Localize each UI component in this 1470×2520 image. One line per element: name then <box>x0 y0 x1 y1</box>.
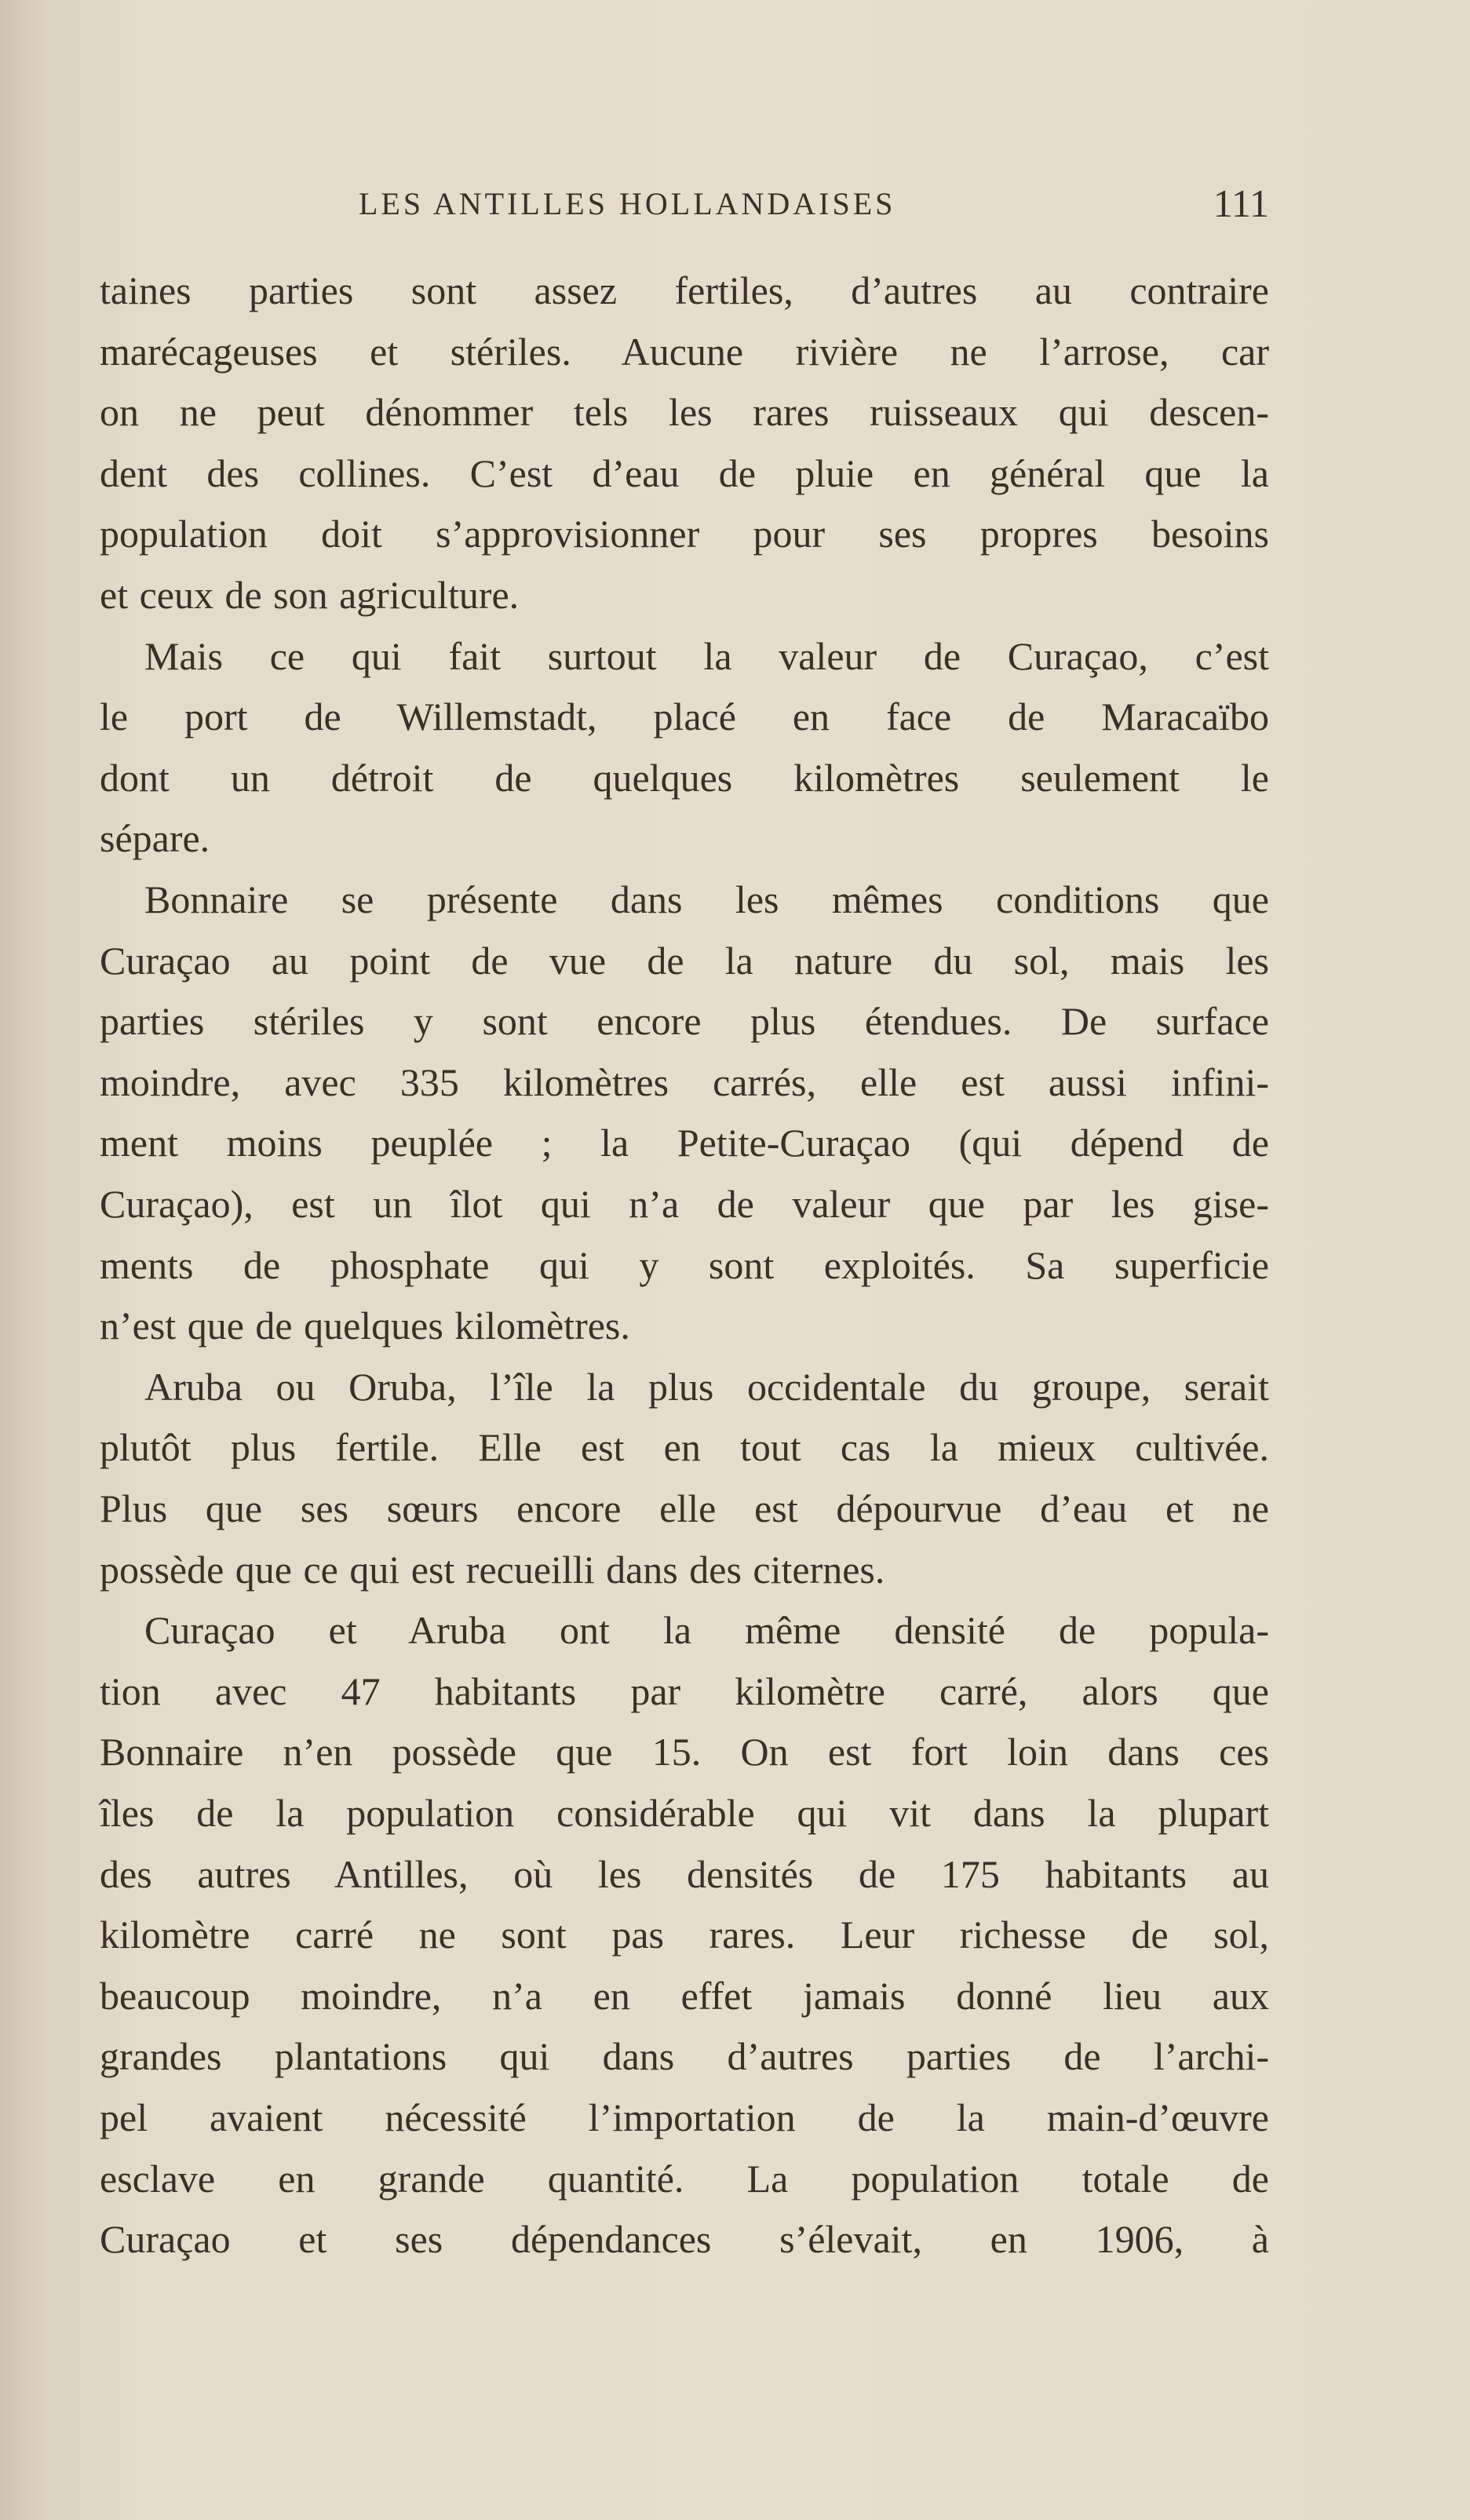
text-line: îles de la population considérable qui vit dans la plupart <box>100 1791 1269 1835</box>
text-line: Curaçao et ses dépendances s’élevait, en 1906, à <box>100 2217 1269 2262</box>
text-line: Mais ce qui fait surtout la valeur de Curaçao, c’est <box>144 633 1269 678</box>
text-line: plutôt plus fertile. Elle est en tout cas la mieux cultivée. <box>100 1425 1269 1470</box>
text-line: beaucoup moindre, n’a en effet jamais donné lieu aux <box>100 1973 1269 2018</box>
text-line: pel avaient nécessité l’importation de la main-d’œuvre <box>100 2095 1269 2139</box>
text-line: ments de phosphate qui y sont exploités. Sa superficie <box>100 1242 1269 1287</box>
text-line: Curaçao), est un îlot qui n’a de valeur que par les gise- <box>100 1182 1269 1226</box>
text-line: n’est que de quelques kilomètres. <box>100 1304 630 1348</box>
text-line: moindre, avec 335 kilomètres carrés, elle est aussi infini- <box>100 1059 1269 1104</box>
text-line: Curaçao au point de vue de la nature du sol, mais les <box>100 938 1269 983</box>
text-line: taines parties sont assez fertiles, d’autres au contraire <box>100 268 1269 312</box>
text-line: possède que ce qui est recueilli dans des citernes. <box>100 1547 885 1592</box>
text-line: parties stériles y sont encore plus étendues. De surface <box>100 999 1269 1044</box>
text-line: ment moins peuplée ; la Petite-Curaçao (qui dépend de <box>100 1121 1269 1165</box>
text-line: Aruba ou Oruba, l’île la plus occidentale du groupe, serait <box>144 1364 1269 1409</box>
text-line: et ceux de son agriculture. <box>100 573 520 617</box>
text-line: Curaçao et Aruba ont la même densité de popula- <box>144 1608 1269 1653</box>
text-line: Bonnaire n’en possède que 15. On est fort loin dans ces <box>100 1730 1269 1774</box>
text-line: des autres Antilles, où les densités de 175 habitants au <box>100 1851 1269 1896</box>
text-line: dont un détroit de quelques kilomètres seulement le <box>100 755 1269 800</box>
text-line: Plus que ses sœurs encore elle est dépourvue d’eau et ne <box>100 1486 1269 1530</box>
text-line: kilomètre carré ne sont pas rares. Leur richesse de sol, <box>100 1913 1269 1957</box>
text-line: grandes plantations qui dans d’autres parties de l’archi- <box>100 2034 1269 2079</box>
text-line: Bonnaire se présente dans les mêmes conditions que <box>144 877 1269 921</box>
text-line: population doit s’approvisionner pour ses propres besoins <box>100 512 1269 556</box>
text-line: le port de Willemstadt, placé en face de Maracaïbo <box>100 695 1269 739</box>
text-line: tion avec 47 habitants par kilomètre carré, alors que <box>100 1668 1269 1713</box>
text-line: marécageuses et stériles. Aucune rivière ne l’arrose, car <box>100 329 1269 374</box>
page-header <box>100 181 1269 232</box>
text-line: esclave en grande quantité. La population totale de <box>100 2156 1269 2201</box>
page-number: 111 <box>1213 181 1269 225</box>
text-line: sépare. <box>100 816 210 861</box>
text-line: dent des collines. C’est d’eau de pluie en général que la <box>100 450 1269 495</box>
text-line: on ne peut dénommer tels les rares ruisseaux qui descen- <box>100 390 1269 435</box>
running-title: LES ANTILLES HOLLANDAISES <box>359 186 896 221</box>
